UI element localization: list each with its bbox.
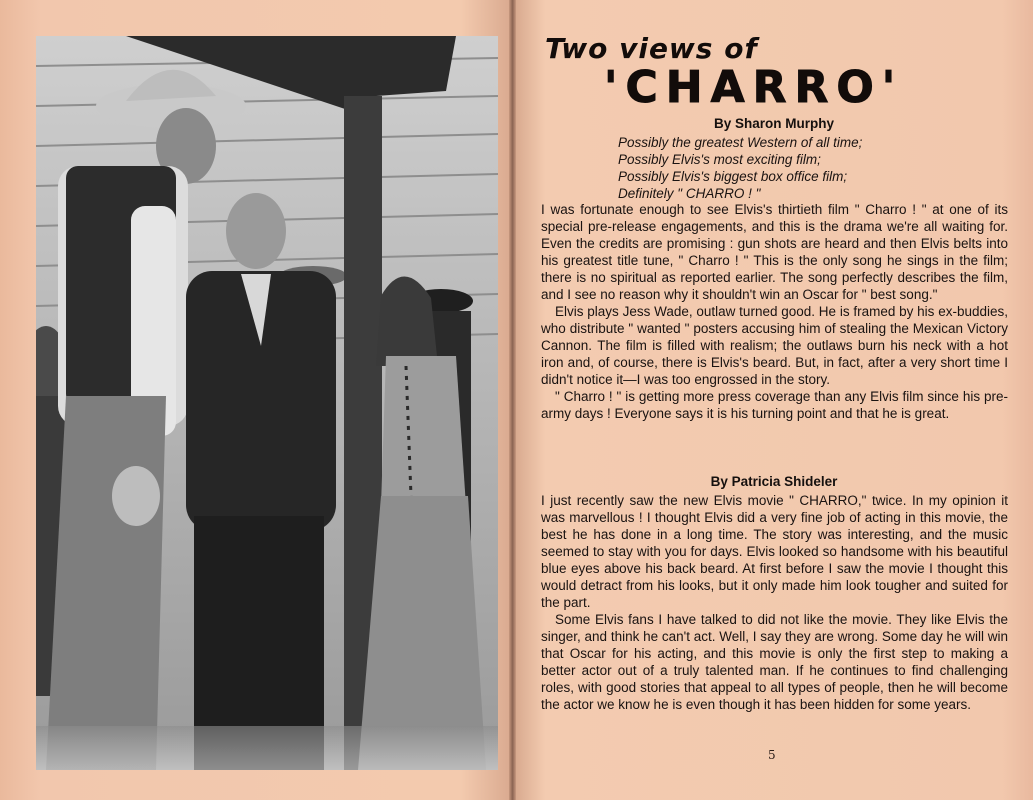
page-number: 5 <box>768 748 776 762</box>
title-line-2: 'CHARRO' <box>604 62 904 113</box>
verse-line: Possibly Elvis's most exciting film; <box>618 152 821 167</box>
page-gutter <box>509 0 516 800</box>
film-still-photo <box>36 36 498 770</box>
article-1-body <box>541 201 1008 422</box>
paragraph: I was fortunate enough to see Elvis's thirtieth film " Charro ! " at one of its special pre-release engagements, and this is the drama we're all waiting for. Even the credits are promising : gun shots are heard and then Elvis belts into his greatest title tune, " Charro ! " This is the only song he sings in the film; there is no spiritual as reported earlier. The song perfectly describes the film, and I see no reason why it shouldn't win an Oscar for " best song." <box>541 202 1008 302</box>
verse-line: Possibly Elvis's biggest box office film; <box>618 169 848 184</box>
verse-line: Possibly the greatest Western of all time; <box>618 135 863 150</box>
paragraph: I just recently saw the new Elvis movie " CHARRO," twice. In my opinion it was marvellous ! I thought Elvis did a very fine job of acting in this movie, the best he has done in a long time. The story was interesting, and the music seemed to stay with you for days. Elvis looked so handsome with his beautiful blue eyes above his back beard. At first before I saw the movie I thought this would detract from his looks, but it only made him look tougher and suited for the part. <box>541 493 1008 610</box>
title-line-1: Two views of <box>545 32 758 65</box>
man-in-suit-figure <box>186 193 336 770</box>
paragraph: " Charro ! " is getting more press coverage than any Elvis film since his pre-army days ! Everyone says it is his turning point and that he is great. <box>541 389 1008 421</box>
paragraph: Elvis plays Jess Wade, outlaw turned good. He is framed by his ex-buddies, who distribute " wanted " posters accusing him of stealing the Mexican Victory Cannon. The film is filled with realism; the outlaws burn his neck with a hot iron and, of course, there is Elvis's beard. But, in fact, after a very short time I didn't notice it—I was too engrossed in the story. <box>541 304 1008 387</box>
film-still-illustration <box>36 36 498 770</box>
verse-line: Definitely " CHARRO ! " <box>618 186 761 201</box>
opening-verse <box>618 134 1008 202</box>
byline-sharon-murphy: By Sharon Murphy <box>713 116 834 131</box>
paragraph: Some Elvis fans I have talked to did not like the movie. They like Elvis the singer, and think he can't act. Well, I say they are wrong. Some day he will win that Oscar for his acting, and this movie is only the first step to making a better actor out of a truly talented man. If he continues to find challenging roles, with good stories that appeal to all types of people, then he will become the actor we know he is even though it has been hidden for some years. <box>541 612 1008 712</box>
article-2-body <box>541 492 1008 713</box>
byline-patricia-shideler: By Patricia Shideler <box>710 474 838 489</box>
